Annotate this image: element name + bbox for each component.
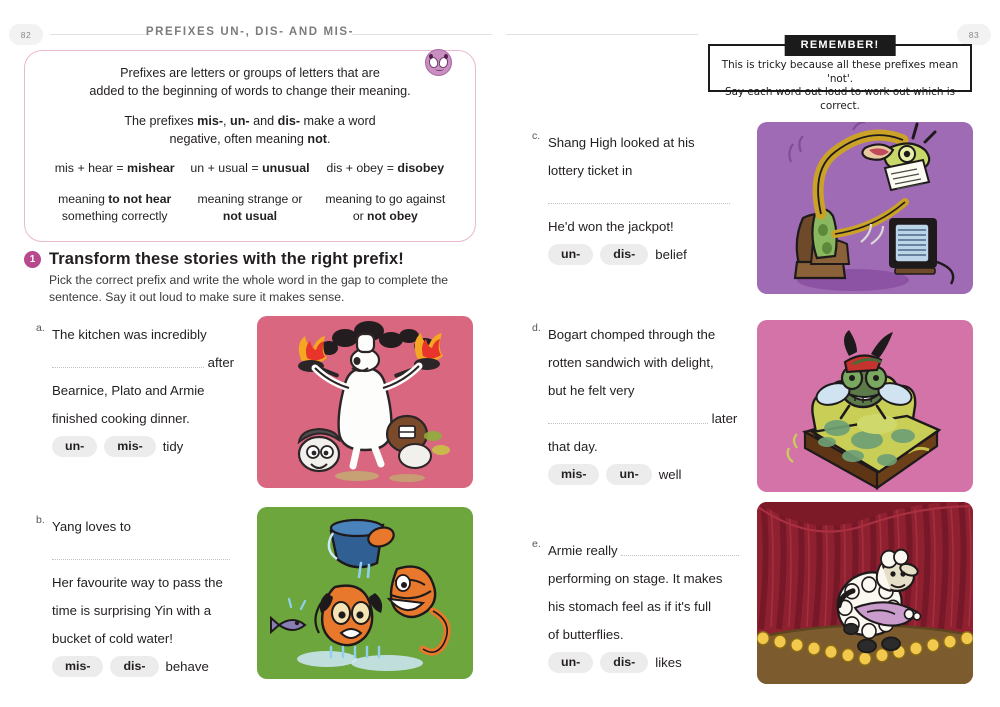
info-text: The prefixes (124, 114, 198, 128)
question-line: of butterflies. (548, 626, 624, 642)
meaning (182, 191, 317, 224)
prefix-chip[interactable]: mis- (548, 464, 599, 485)
line-text: later (708, 410, 738, 426)
question-body (548, 320, 747, 485)
info-text: negative, often meaning (169, 131, 308, 146)
meaning (47, 191, 182, 224)
task-heading (24, 250, 484, 269)
question-text (532, 128, 747, 265)
answer-blank[interactable] (548, 411, 708, 424)
stem-word: likes (655, 655, 682, 671)
tiger-bucket-water-scene-canvas (257, 507, 473, 679)
sheep-on-stage-scene-canvas (757, 502, 973, 684)
page-number-left: 82 (9, 24, 43, 45)
info-para2-line1 (47, 113, 453, 131)
page-number-right: 83 (957, 24, 991, 45)
question-line: Shang High looked at his (548, 134, 695, 150)
question-line: rotten sandwich with delight, (548, 354, 714, 370)
stem-word: tidy (162, 439, 184, 455)
prefix-chip[interactable]: dis- (600, 244, 648, 265)
prefix-choice-row (52, 656, 251, 677)
meaning-bold: not usual (222, 208, 278, 223)
answer-blank[interactable] (621, 543, 739, 556)
pupil-right-icon (444, 54, 448, 59)
mouth-icon (435, 67, 444, 71)
question-body (52, 512, 251, 677)
meaning-plain: or (352, 208, 368, 223)
question-text (36, 320, 251, 457)
prefix-chip[interactable]: un- (52, 436, 97, 457)
prefix-chip[interactable]: un- (606, 464, 651, 485)
task-block (24, 250, 484, 305)
question-line: Yang loves to (52, 518, 131, 534)
task-title: Transform these stories with the right prefix! (49, 250, 404, 268)
line-text: Armie really (548, 542, 622, 558)
task-instructions-line2: the sentence. Say it out loud to make sure it makes sense. (49, 273, 449, 304)
info-text: , (223, 114, 231, 128)
question-b (36, 512, 251, 677)
question-letter: d. (532, 322, 541, 334)
running-title: PREFIXES UN-, DIS- AND MIS- (145, 26, 355, 38)
stem-word: behave (165, 659, 209, 675)
question-body (548, 128, 747, 265)
question-line: but he felt very (548, 382, 635, 398)
equation (182, 160, 317, 177)
task-instructions-line1: Pick the correct prefix and write the whole word in the gap to complete (49, 273, 428, 287)
prefix-info-box (24, 50, 476, 242)
not-emphasis: not (307, 131, 328, 146)
remember-line2: Say each word out loud to work out which is correct. (724, 86, 956, 112)
equation-plain: dis + obey = (326, 161, 398, 175)
illustration-a (257, 316, 473, 488)
running-rule-right-page (506, 34, 698, 35)
meaning-bold: not obey (367, 208, 418, 223)
question-text (532, 536, 747, 673)
prefix-choice-row (52, 436, 251, 457)
remember-box (708, 39, 972, 112)
question-e (532, 536, 747, 673)
prefix-chip[interactable]: dis- (600, 652, 648, 673)
question-a (36, 320, 251, 457)
equation-result: disobey (397, 161, 445, 175)
lottery-giraffe-armchair-scene-canvas (757, 122, 973, 294)
question-text (36, 512, 251, 677)
equation (318, 160, 453, 177)
task-number-badge: 1 (24, 251, 41, 268)
prefix-choice-row (548, 464, 747, 485)
illustration-c (757, 122, 973, 294)
meaning-plain: meaning (58, 192, 109, 206)
question-line (52, 540, 251, 568)
fly-mouldy-sandwich-scene-canvas (757, 320, 973, 492)
meaning-plain: something correctly (61, 208, 168, 223)
pupil-left-icon (429, 54, 433, 59)
prefix-un-label: un- (230, 114, 250, 128)
prefix-chip[interactable]: un- (548, 244, 593, 265)
prefix-chip[interactable]: mis- (104, 436, 155, 457)
info-para2-line2 (47, 131, 453, 149)
prefix-example-un (182, 160, 317, 224)
equation-plain: un + usual = (190, 161, 263, 175)
kitchen-fire-chef-scene-canvas (257, 316, 473, 488)
equation-result: mishear (127, 161, 175, 175)
right-running-head (500, 24, 1000, 46)
question-line: that day. (548, 438, 598, 454)
prefix-example-dis (318, 160, 453, 224)
question-line: performing on stage. It makes (548, 570, 723, 586)
remember-text (710, 46, 970, 113)
answer-blank[interactable] (548, 191, 730, 204)
stem-word: belief (655, 247, 687, 263)
question-body (548, 536, 747, 673)
equation-result: unusual (262, 161, 310, 175)
question-line: The kitchen was incredibly (52, 326, 207, 342)
equation-plain: mis + hear = (54, 161, 128, 175)
question-line: his stomach feel as if it's full (548, 598, 712, 614)
question-body (52, 320, 251, 457)
prefix-dis-label: dis- (277, 114, 301, 128)
question-line: lottery ticket in (548, 162, 633, 178)
stem-word: well (658, 467, 682, 483)
question-line (548, 404, 747, 432)
prefix-chip[interactable]: un- (548, 652, 593, 673)
question-line (548, 184, 747, 212)
info-text: . (327, 131, 331, 146)
illustration-e (757, 502, 973, 684)
question-letter: b. (36, 514, 45, 526)
prefix-choice-row (548, 244, 747, 265)
illustration-d (757, 320, 973, 492)
question-letter: e. (532, 538, 541, 550)
prefix-choice-row (548, 652, 747, 673)
prefix-mis-label: mis- (197, 114, 224, 128)
line-text: after (204, 354, 235, 370)
meaning-bold: to not hear (108, 192, 172, 206)
question-line: bucket of cold water! (52, 630, 173, 646)
prefix-example-mis (47, 160, 182, 224)
info-text: make a word (300, 114, 376, 128)
meaning-plain: meaning strange or (197, 192, 303, 206)
question-line (52, 348, 251, 376)
info-para1-line2: added to the beginning of words to change their meaning. (89, 83, 411, 98)
info-para1-line1: Prefixes are letters or groups of letters that are (120, 66, 380, 80)
angry-eyeball-face-icon (425, 49, 452, 76)
question-line (548, 536, 747, 564)
equation (47, 160, 182, 177)
question-line: time is surprising Yin with a (52, 602, 212, 618)
question-line: Bogart chomped through the (548, 326, 716, 342)
illustration-b (257, 507, 473, 679)
question-line: He'd won the jackpot! (548, 218, 674, 234)
left-running-head (0, 24, 500, 46)
answer-blank[interactable] (52, 355, 204, 368)
answer-blank[interactable] (52, 547, 230, 560)
question-d (532, 320, 747, 485)
question-text (532, 320, 747, 485)
remember-line1: This is tricky because all these prefixes mean 'not'. (721, 59, 959, 85)
question-line: Her favourite way to pass the (52, 574, 223, 590)
question-letter: c. (532, 130, 541, 142)
question-letter: a. (36, 322, 45, 334)
task-instructions (49, 272, 449, 305)
prefix-examples-row (47, 160, 453, 224)
meaning (318, 191, 453, 224)
prefix-chip[interactable]: dis- (110, 656, 158, 677)
info-text: and (249, 114, 278, 128)
question-line: Bearnice, Plato and Armie (52, 382, 205, 398)
question-c (532, 128, 747, 265)
prefix-chip[interactable]: mis- (52, 656, 103, 677)
remember-tab-label: REMEMBER! (785, 35, 896, 56)
question-line: finished cooking dinner. (52, 410, 190, 426)
meaning-plain: meaning to go against (325, 192, 446, 206)
